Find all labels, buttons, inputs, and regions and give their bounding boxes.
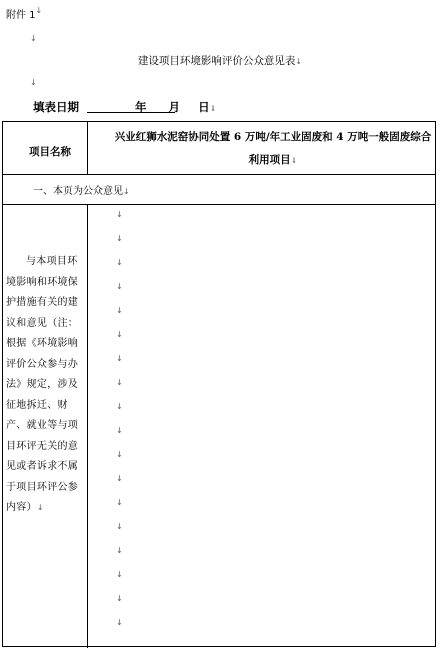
row-divider — [3, 174, 435, 175]
attachment-number: 附件 1 ↓ — [6, 6, 43, 21]
month-label: 月 — [168, 100, 181, 114]
date-label: 填表日期 — [33, 100, 79, 114]
col-divider — [87, 204, 88, 648]
section-title: 一、本页为公众意见↓ — [33, 186, 130, 197]
project-name-label: 项目名称 — [29, 146, 71, 158]
year-label: 年 — [135, 100, 147, 114]
project-name-value: 兴业红狮水泥窑协同处置 6 万吨/年工业固废和 4 万吨一般固废综合利用项目↓ — [114, 131, 432, 166]
form-title: 建设项目环境影响评价公众意见表↓ — [137, 55, 303, 67]
date-blank[interactable] — [87, 101, 175, 113]
opinion-table: 项目名称 兴业红狮水泥窑协同处置 6 万吨/年工业固废和 4 万吨一般固废综合利用项目↓ 一、本页为公众意见↓ 与本项目环境影响和环境保护措施有关的建议和意见（注：根据《环境影响评价公众参与办法》规定，涉及征地拆迁、财产、就业等与项目环评无关的意见或者诉求不属于项目环评公参内容）↓ ↓ ↓ ↓ ↓ ↓ ↓ ↓ ↓ ↓ ↓ ↓ ↓ ↓ ↓ ↓ ↓ ↓ ↓ — [2, 121, 436, 647]
day-label: 日 — [198, 100, 210, 114]
row-divider — [3, 204, 435, 205]
fill-date-row: 填表日期 年 月 日↓ — [33, 100, 217, 114]
col-divider — [87, 122, 88, 174]
opinion-prompt: 与本项目环境影响和环境保护措施有关的建议和意见（注：根据《环境影响评价公众参与办法》规定，涉及征地拆迁、财产、就业等与项目环评无关的意见或者诉求不属于项目环评公参内容）↓ — [6, 256, 79, 513]
paragraph-mark: ↓ — [30, 34, 37, 43]
paragraph-mark: ↓ — [30, 78, 37, 87]
